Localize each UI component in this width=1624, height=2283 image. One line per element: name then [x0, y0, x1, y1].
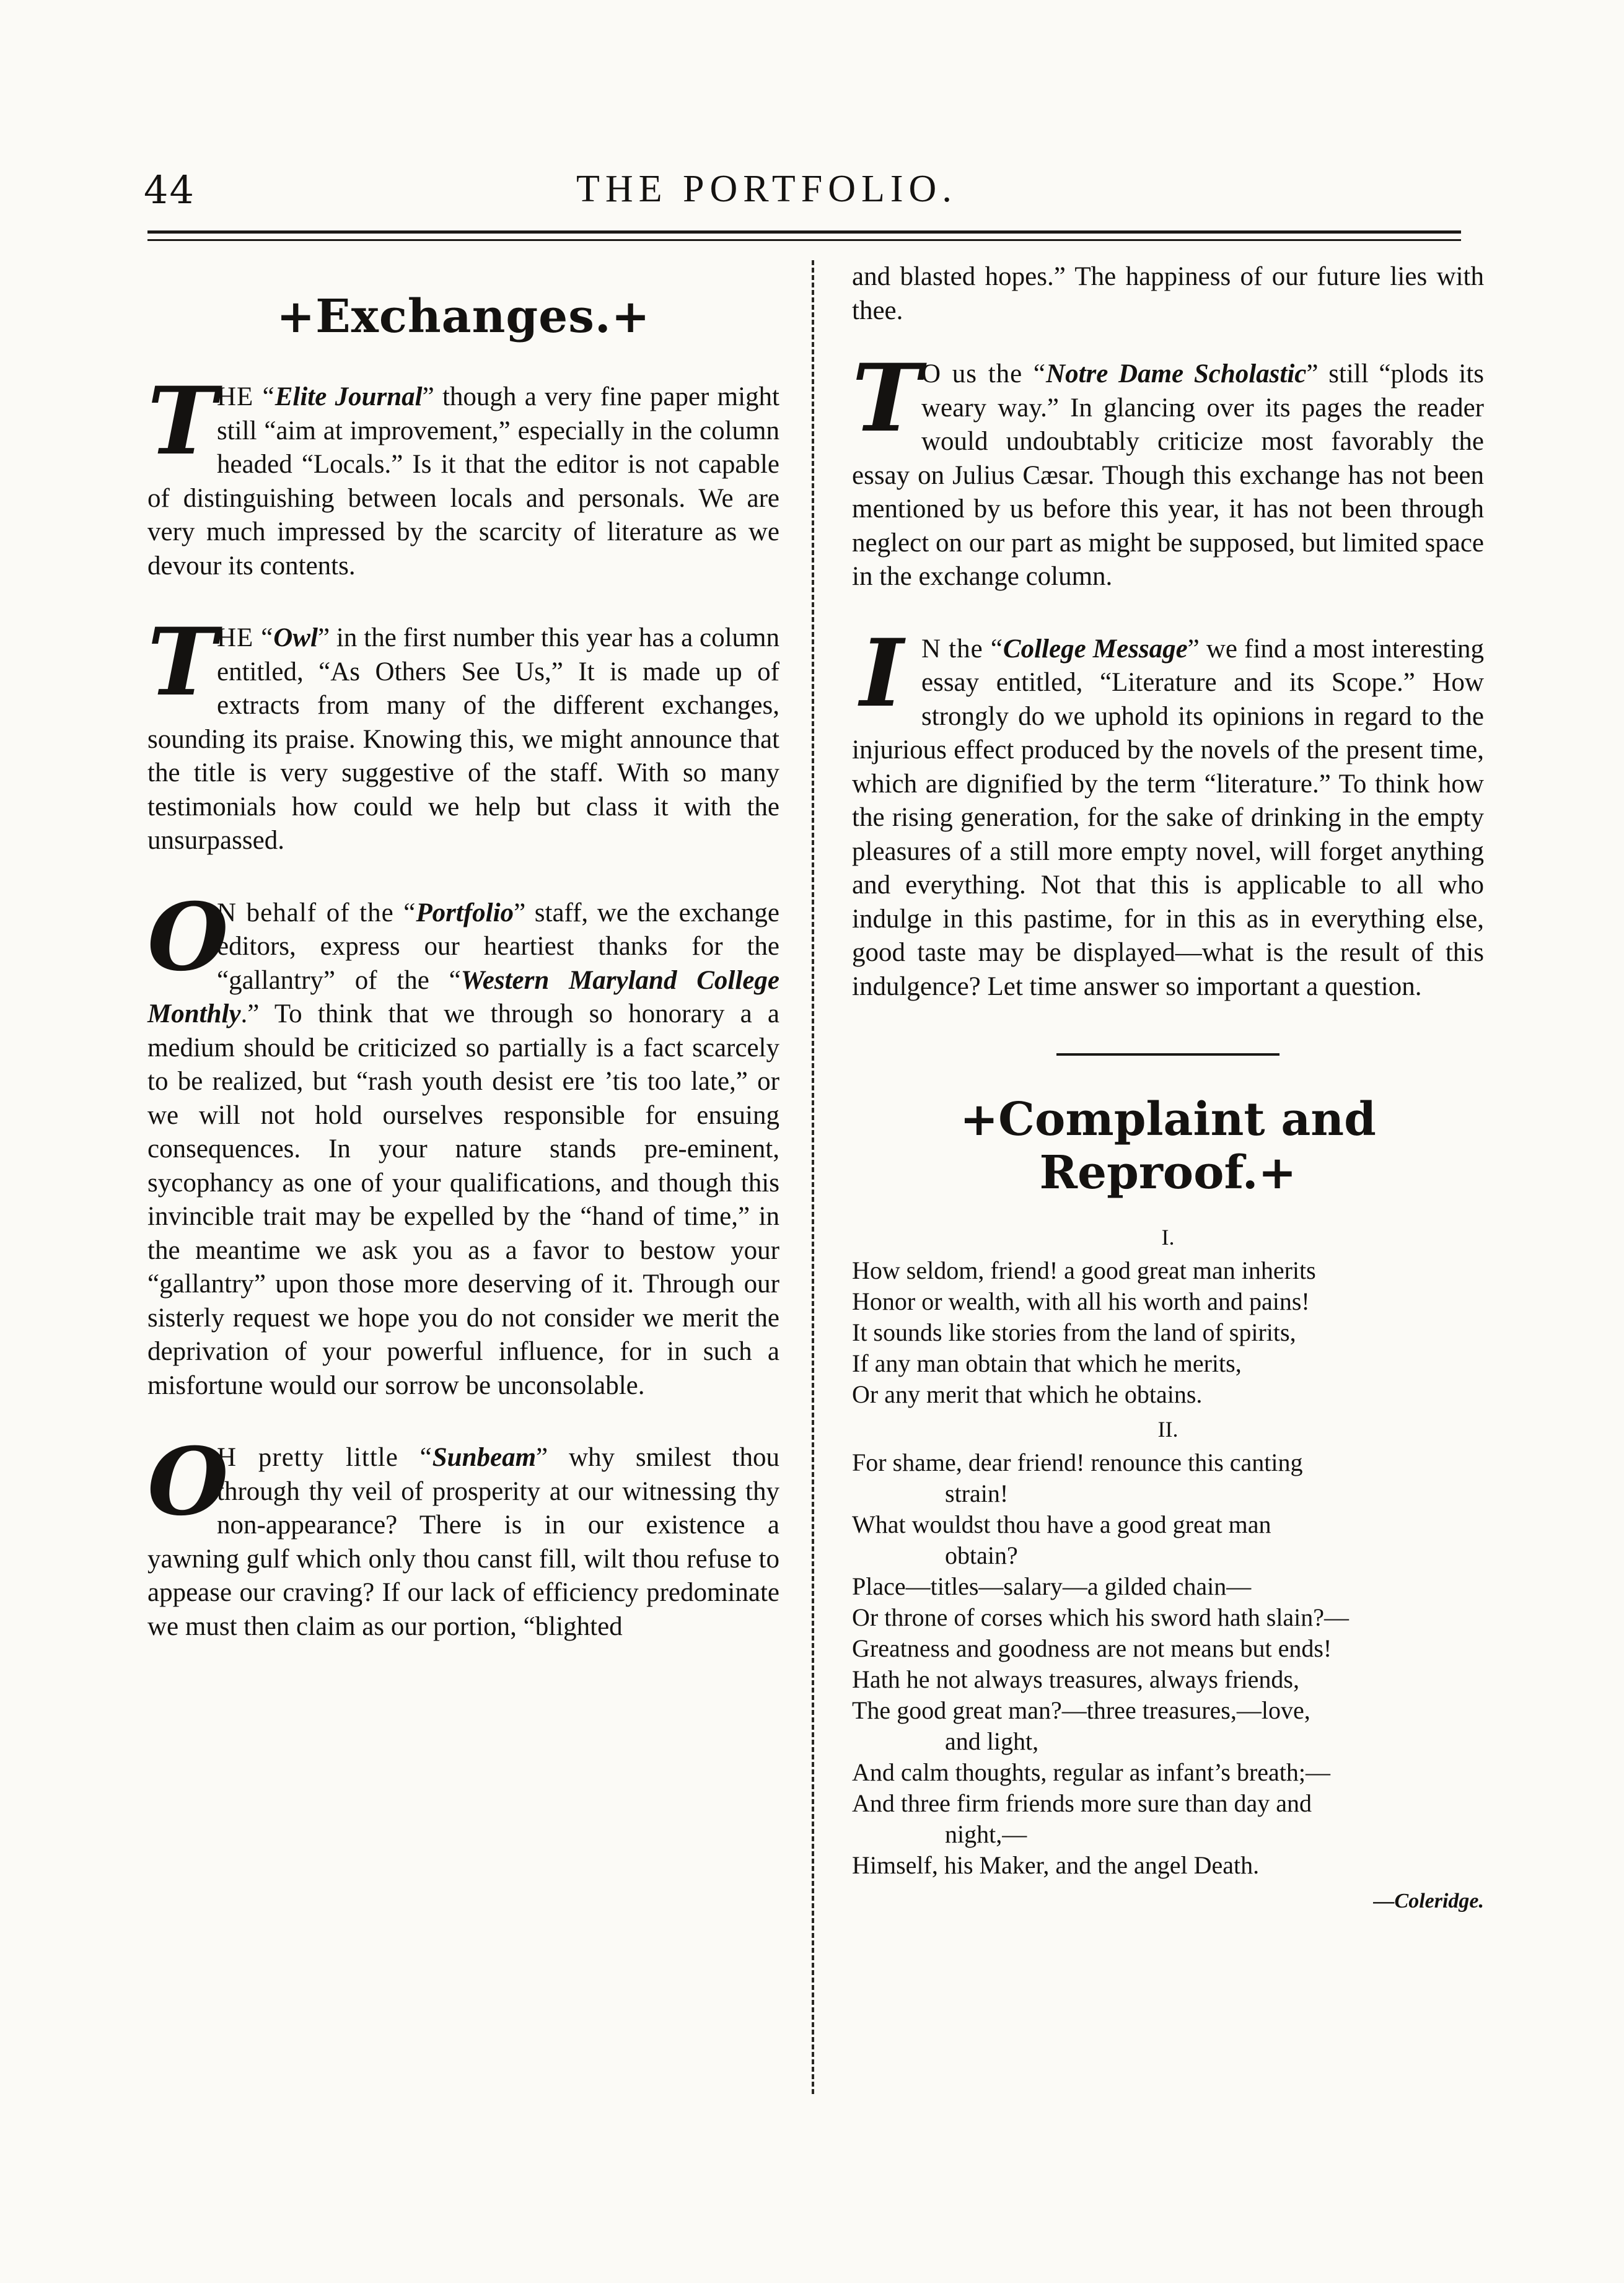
stanza-1 [852, 1255, 1484, 1410]
poem-line: Hath he not always treasures, always friends, [852, 1665, 1299, 1693]
poem-line: Greatness and goodness are not means but ends! [852, 1634, 1332, 1662]
paragraph-notre-dame: T O us the “Notre Dame Scholastic” still “plods its weary way.” In glancing over its pages the reader would undoubtably criticize most favorably the essay on Julius Cæsar. Though this exchange has not been mentioned by us before this year, it has not been through neglect on our part as might be supposed, but limited space in the exchange column. [852, 344, 1485, 591]
poem-line: How seldom, friend! a good great man inherits [852, 1256, 1316, 1284]
paragraph-continuation: and blasted hopes.” The happiness of our future lies with thee. [852, 262, 1484, 325]
poem-line: Or throne of corses which his sword hath slain?— [852, 1603, 1350, 1631]
poem-line: Or any merit that which he obtains. [852, 1380, 1203, 1408]
right-column [852, 260, 1484, 1913]
periodical-title: Sunbeam [432, 1443, 537, 1472]
drop-cap: T [147, 608, 217, 717]
periodical-title: Elite Journal [274, 382, 423, 411]
periodical-title: Portfolio [416, 898, 514, 927]
poem-line: Place—titles—salary—a gilded chain— [852, 1572, 1252, 1600]
paragraph-elite-journal: T HE “Elite Journal” though a very fine paper might still “aim at improvement,” especially in the column headed “Locals.” Is it that the editor is not capable of distinguishing between locals and personals. We are very much impressed by the scarcity of literature as we devour its contents. [147, 367, 779, 581]
poem-line: It sounds like stories from the land of spirits, [852, 1318, 1296, 1346]
journal-title: THE PORTFOLIO. [576, 168, 957, 210]
poem-line: And calm thoughts, regular as infant’s breath;— [852, 1758, 1331, 1786]
left-column [147, 260, 779, 1682]
poem-line: And three firm friends more sure than day and night,— [852, 1789, 1312, 1848]
stanza-number: II. [1157, 1417, 1178, 1442]
periodical-title: Western Maryland College Monthly [147, 965, 779, 1028]
poem-line: Himself, his Maker, and the angel Death. [852, 1851, 1260, 1879]
periodical-title: College Message [1003, 634, 1188, 664]
stanza-2 [852, 1447, 1484, 1881]
periodical-title: Owl [273, 623, 318, 652]
paragraph-portfolio-staff: O N behalf of the “Portfolio” staff, we the exchange editors, express our heartiest thanks for the “gallantry” of the “Western Maryland College Monthly.” To think that we through so honorary a a medium should be criticized so partially is a fact scarcely to be realized, but “rash youth desist ere ’tis too late,” or we will not hold ourselves responsible for ensuing consequences. In your nature stands pre-eminent, sycophancy as one of your qualifications, and though this invincible trait may be expelled by the “hand of time,” in the meantime we ask you as a favor to bestow your “gallantry” upon those more deserving of it. Through our sisterly request we hope you do not consider we merit the deprivation of your powerful influence, for in such a misfortune would our sorrow be unconsolable. [147, 882, 779, 1400]
drop-cap: O [147, 882, 229, 992]
poem-title: +Complaint and Reproof.+ [960, 1093, 1376, 1199]
page-number: 44 [144, 167, 195, 213]
poem-line: For shame, dear friend! renounce this canting strain! [852, 1448, 1303, 1507]
poem-attribution: —Coleridge. [1373, 1890, 1484, 1913]
poem-line: Honor or wealth, with all his worth and pains! [852, 1287, 1310, 1315]
paragraph-sunbeam: O H pretty little “Sunbeam” why smilest thou through thy veil of prosperity at our witnessing thy non-appearance? There is in our existence a yawning gulf which only thou canst fill, wilt thou refuse to appease our craving? If our lack of efficiency predominate we must then claim as our portion, “blighted [147, 1427, 779, 1641]
poem-line: If any man obtain that which he merits, [852, 1349, 1242, 1377]
poem-line: The good great man?—three treasures,—love, and light, [852, 1696, 1310, 1755]
section-title-exchanges: +Exchanges.+ [276, 290, 651, 343]
paragraph-college-message: I N the “College Message” we find a most interesting essay entitled, “Literature and its Scope.” How strongly do we uphold its opinions in regard to the injurious effect produced by the novels of the present time, which are dignified by the term “literature.” To think how the rising generation, for the sake of drinking in the empty pleasures of a still more empty novel, will forget anything and everything. Not that this is applicable to all who indulge in this pastime, for in this as in everything else, good taste may be displayed—what is the result of this indulgence? Let time answer so important a question. [852, 618, 1485, 1001]
page-header [0, 167, 1624, 223]
periodical-title: Notre Dame Scholastic [1046, 359, 1307, 388]
header-rule-bottom [147, 239, 1461, 241]
poem-line: What wouldst thou have a good great man obtain? [852, 1510, 1271, 1569]
column-divider [812, 260, 814, 2094]
drop-cap: O [147, 1427, 229, 1536]
poem-divider [1056, 1053, 1279, 1056]
paragraph-owl: T HE “Owl” in the first number this year has a column entitled, “As Others See Us,” It is made up of extracts from many of the different exchanges, sounding its praise. Knowing this, we might announce that the title is very suggestive of the staff. With so many testimonials how could we help but class it with the unsurpassed. [147, 608, 779, 855]
drop-cap: T [147, 367, 217, 476]
drop-cap: I [859, 618, 904, 728]
header-rule-top [147, 230, 1461, 234]
stanza-number: I. [1161, 1225, 1175, 1250]
drop-cap: T [852, 344, 921, 453]
